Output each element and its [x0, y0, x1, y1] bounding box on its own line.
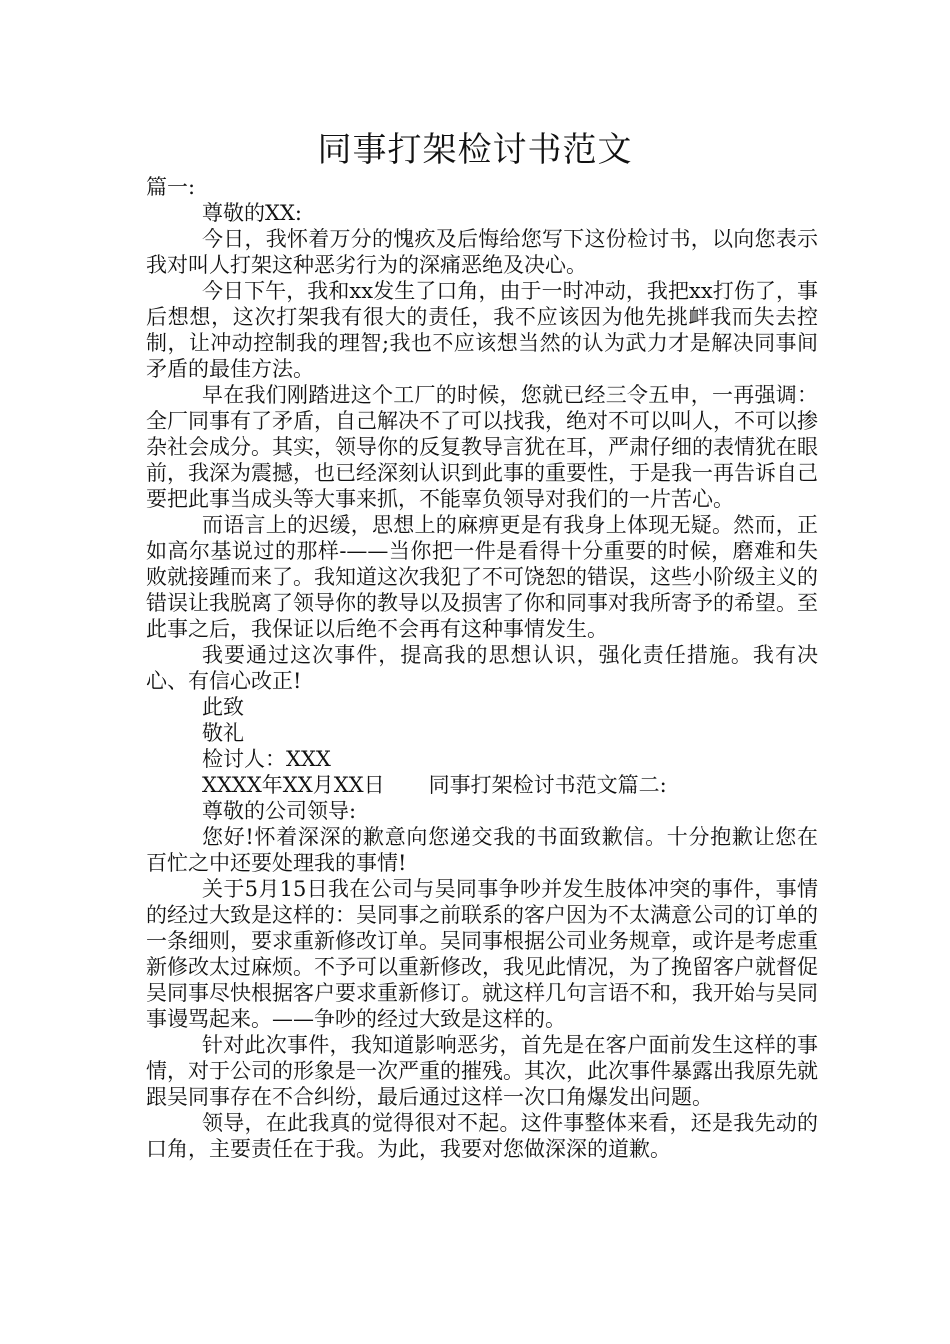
signature-line: 检讨人：XXX — [202, 747, 331, 771]
salutation-1: 尊敬的XX: — [202, 201, 302, 225]
document-body — [146, 174, 818, 1162]
paragraph: 您好!怀着深深的歉意向您递交我的书面致歉信。十分抱歉让您在百忙之中还要处理我的事情! — [146, 825, 818, 875]
paragraph: 今日下午，我和xx发生了口角，由于一时冲动，我把xx打伤了，事后想想，这次打架我有很大的责任，我不应该因为他先挑衅我而失去控制，让冲动控制我的理智;我也不应该想当然的认为武力才是解决同事间矛盾的最佳方法。 — [146, 279, 818, 381]
date-line — [146, 772, 818, 798]
document-title: 同事打架检讨书范文 — [317, 130, 633, 170]
paragraph: 我要通过这次事件，提高我的思想认识，强化责任措施。我有决心、有信心改正! — [146, 643, 818, 693]
section-heading-2: 同事打架检讨书范文篇二: — [428, 773, 667, 797]
paragraph: 针对此次事件，我知道影响恶劣，首先是在客户面前发生这样的事情，对于公司的形象是一次严重的摧残。其次，此次事件暴露出我原先就跟吴同事存在不合纠纷，最后通过这样一次口角爆发出问题。 — [146, 1033, 818, 1109]
section-label-1: 篇一: — [146, 175, 196, 199]
paragraph: 关于5月15日我在公司与吴同事争吵并发生肢体冲突的事件，事情的经过大致是这样的：吴同事之前联系的客户因为不太满意公司的订单的一条细则，要求重新修改订单。吴同事根据公司业务规章，或许是考虑重新修改太过麻烦。不予可以重新修改，我见此情况，为了挽留客户就督促吴同事尽快根据客户要求重新修订。就这样几句言语不和，我开始与吴同事谩骂起来。——争吵的经过大致是这样的。 — [146, 877, 818, 1031]
paragraph: 而语言上的迟缓，思想上的麻痹更是有我身上体现无疑。然而，正如高尔基说过的那样-——当你把一件是看得十分重要的时候，磨难和失败就接踵而来了。我知道这次我犯了不可饶恕的错误，这些小阶级主义的错误让我脱离了领导你的教导以及损害了你和同事对我所寄予的希望。至此事之后，我保证以后绝不会再有这种事情发生。 — [146, 513, 818, 641]
paragraph: 早在我们刚踏进这个工厂的时候，您就已经三令五申，一再强调：全厂同事有了矛盾，自己解决不了可以找我，绝对不可以叫人，不可以掺杂社会成分。其实，领导你的反复教导言犹在耳，严肃仔细的表情犹在眼前，我深为震撼，也已经深刻认识到此事的重要性，于是我一再告诉自己要把此事当成头等大事来抓，不能辜负领导对我们的一片苦心。 — [146, 383, 818, 511]
closing-line: 此致 — [202, 695, 244, 719]
paragraph: 今日，我怀着万分的愧疚及后悔给您写下这份检讨书，以向您表示我对叫人打架这种恶劣行为的深痛恶绝及决心。 — [146, 227, 818, 277]
date-text: XXXX年XX月XX日 — [202, 773, 385, 797]
salutation-2: 尊敬的公司领导: — [202, 799, 357, 823]
closing-line: 敬礼 — [202, 721, 244, 745]
paragraph: 领导，在此我真的觉得很对不起。这件事整体来看，还是我先动的口角，主要责任在于我。为此，我要对您做深深的道歉。 — [146, 1111, 818, 1161]
